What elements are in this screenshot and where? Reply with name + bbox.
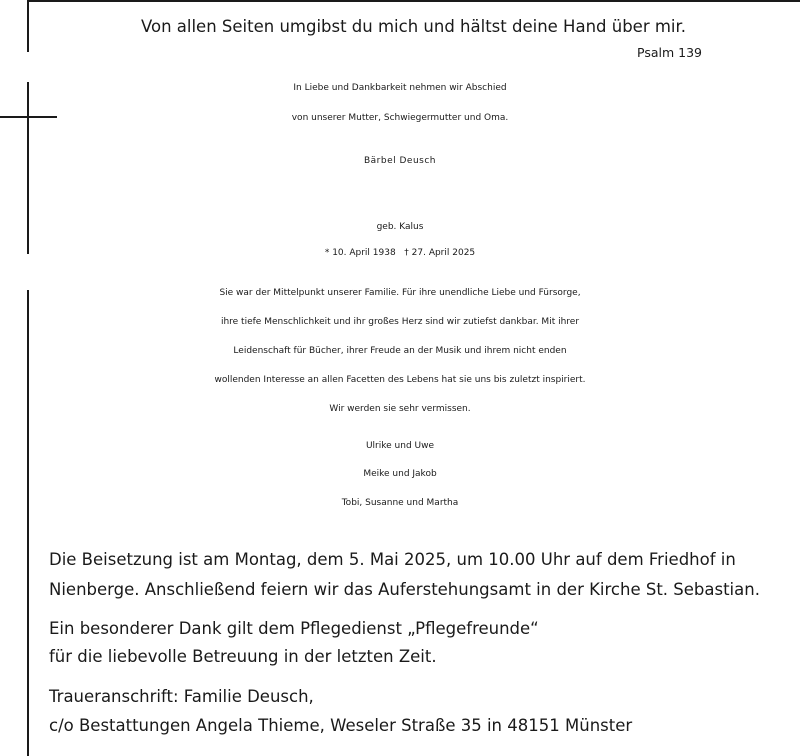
- tribute-line: Sie war der Mittelpunkt unserer Familie. Für ihre unendliche Liebe und Fürsorge,: [219, 288, 581, 298]
- mourner-name: Meike und Jakob: [363, 469, 437, 479]
- deceased-name: Bärbel Deusch: [363, 156, 436, 166]
- mourning-address-line: c/o Bestattungen Angela Thieme, Weseler Straße 35 in 48151 Münster: [49, 716, 633, 735]
- intro-line-2: von unserer Mutter, Schwiegermutter und Oma.: [291, 113, 509, 123]
- verse-source: Psalm 139: [637, 45, 702, 60]
- thanks-line: Ein besonderer Dank gilt dem Pflegedienst „Pflegefreunde“: [49, 619, 539, 638]
- life-dates: * 10. April 1938 † 27. April 2025: [324, 248, 476, 258]
- thanks-line: für die liebevolle Betreuung in der letzten Zeit.: [49, 647, 437, 666]
- mourner-name: Ulrike und Uwe: [365, 441, 435, 451]
- mourner-name: Tobi, Susanne und Martha: [341, 498, 459, 508]
- frame-top-border: [27, 0, 800, 2]
- tribute-line: Leidenschaft für Bücher, ihrer Freude an der Musik und ihrem nicht enden: [233, 346, 567, 356]
- burial-info-line: Die Beisetzung ist am Montag, dem 5. Mai 2025, um 10.00 Uhr auf dem Friedhof in: [49, 550, 736, 569]
- tribute-line: wollenden Interesse an allen Facetten des Lebens hat sie uns bis zuletzt inspiriert.: [214, 375, 586, 385]
- intro-line-1: In Liebe und Dankbarkeit nehmen wir Abschied: [293, 83, 507, 93]
- frame-left-border-lower: [27, 290, 29, 756]
- birth-name: geb. Kalus: [376, 222, 424, 232]
- mourning-address-line: Traueranschrift: Familie Deusch,: [49, 687, 314, 706]
- bible-verse: Von allen Seiten umgibst du mich und hältst deine Hand über mir.: [140, 17, 687, 36]
- burial-info-line: Nienberge. Anschließend feiern wir das Auferstehungsamt in der Kirche St. Sebastian.: [49, 580, 760, 599]
- tribute-line: Wir werden sie sehr vermissen.: [329, 404, 471, 414]
- tribute-line: ihre tiefe Menschlichkeit und ihr großes Herz sind wir zutiefst dankbar. Mit ihrer: [220, 317, 580, 327]
